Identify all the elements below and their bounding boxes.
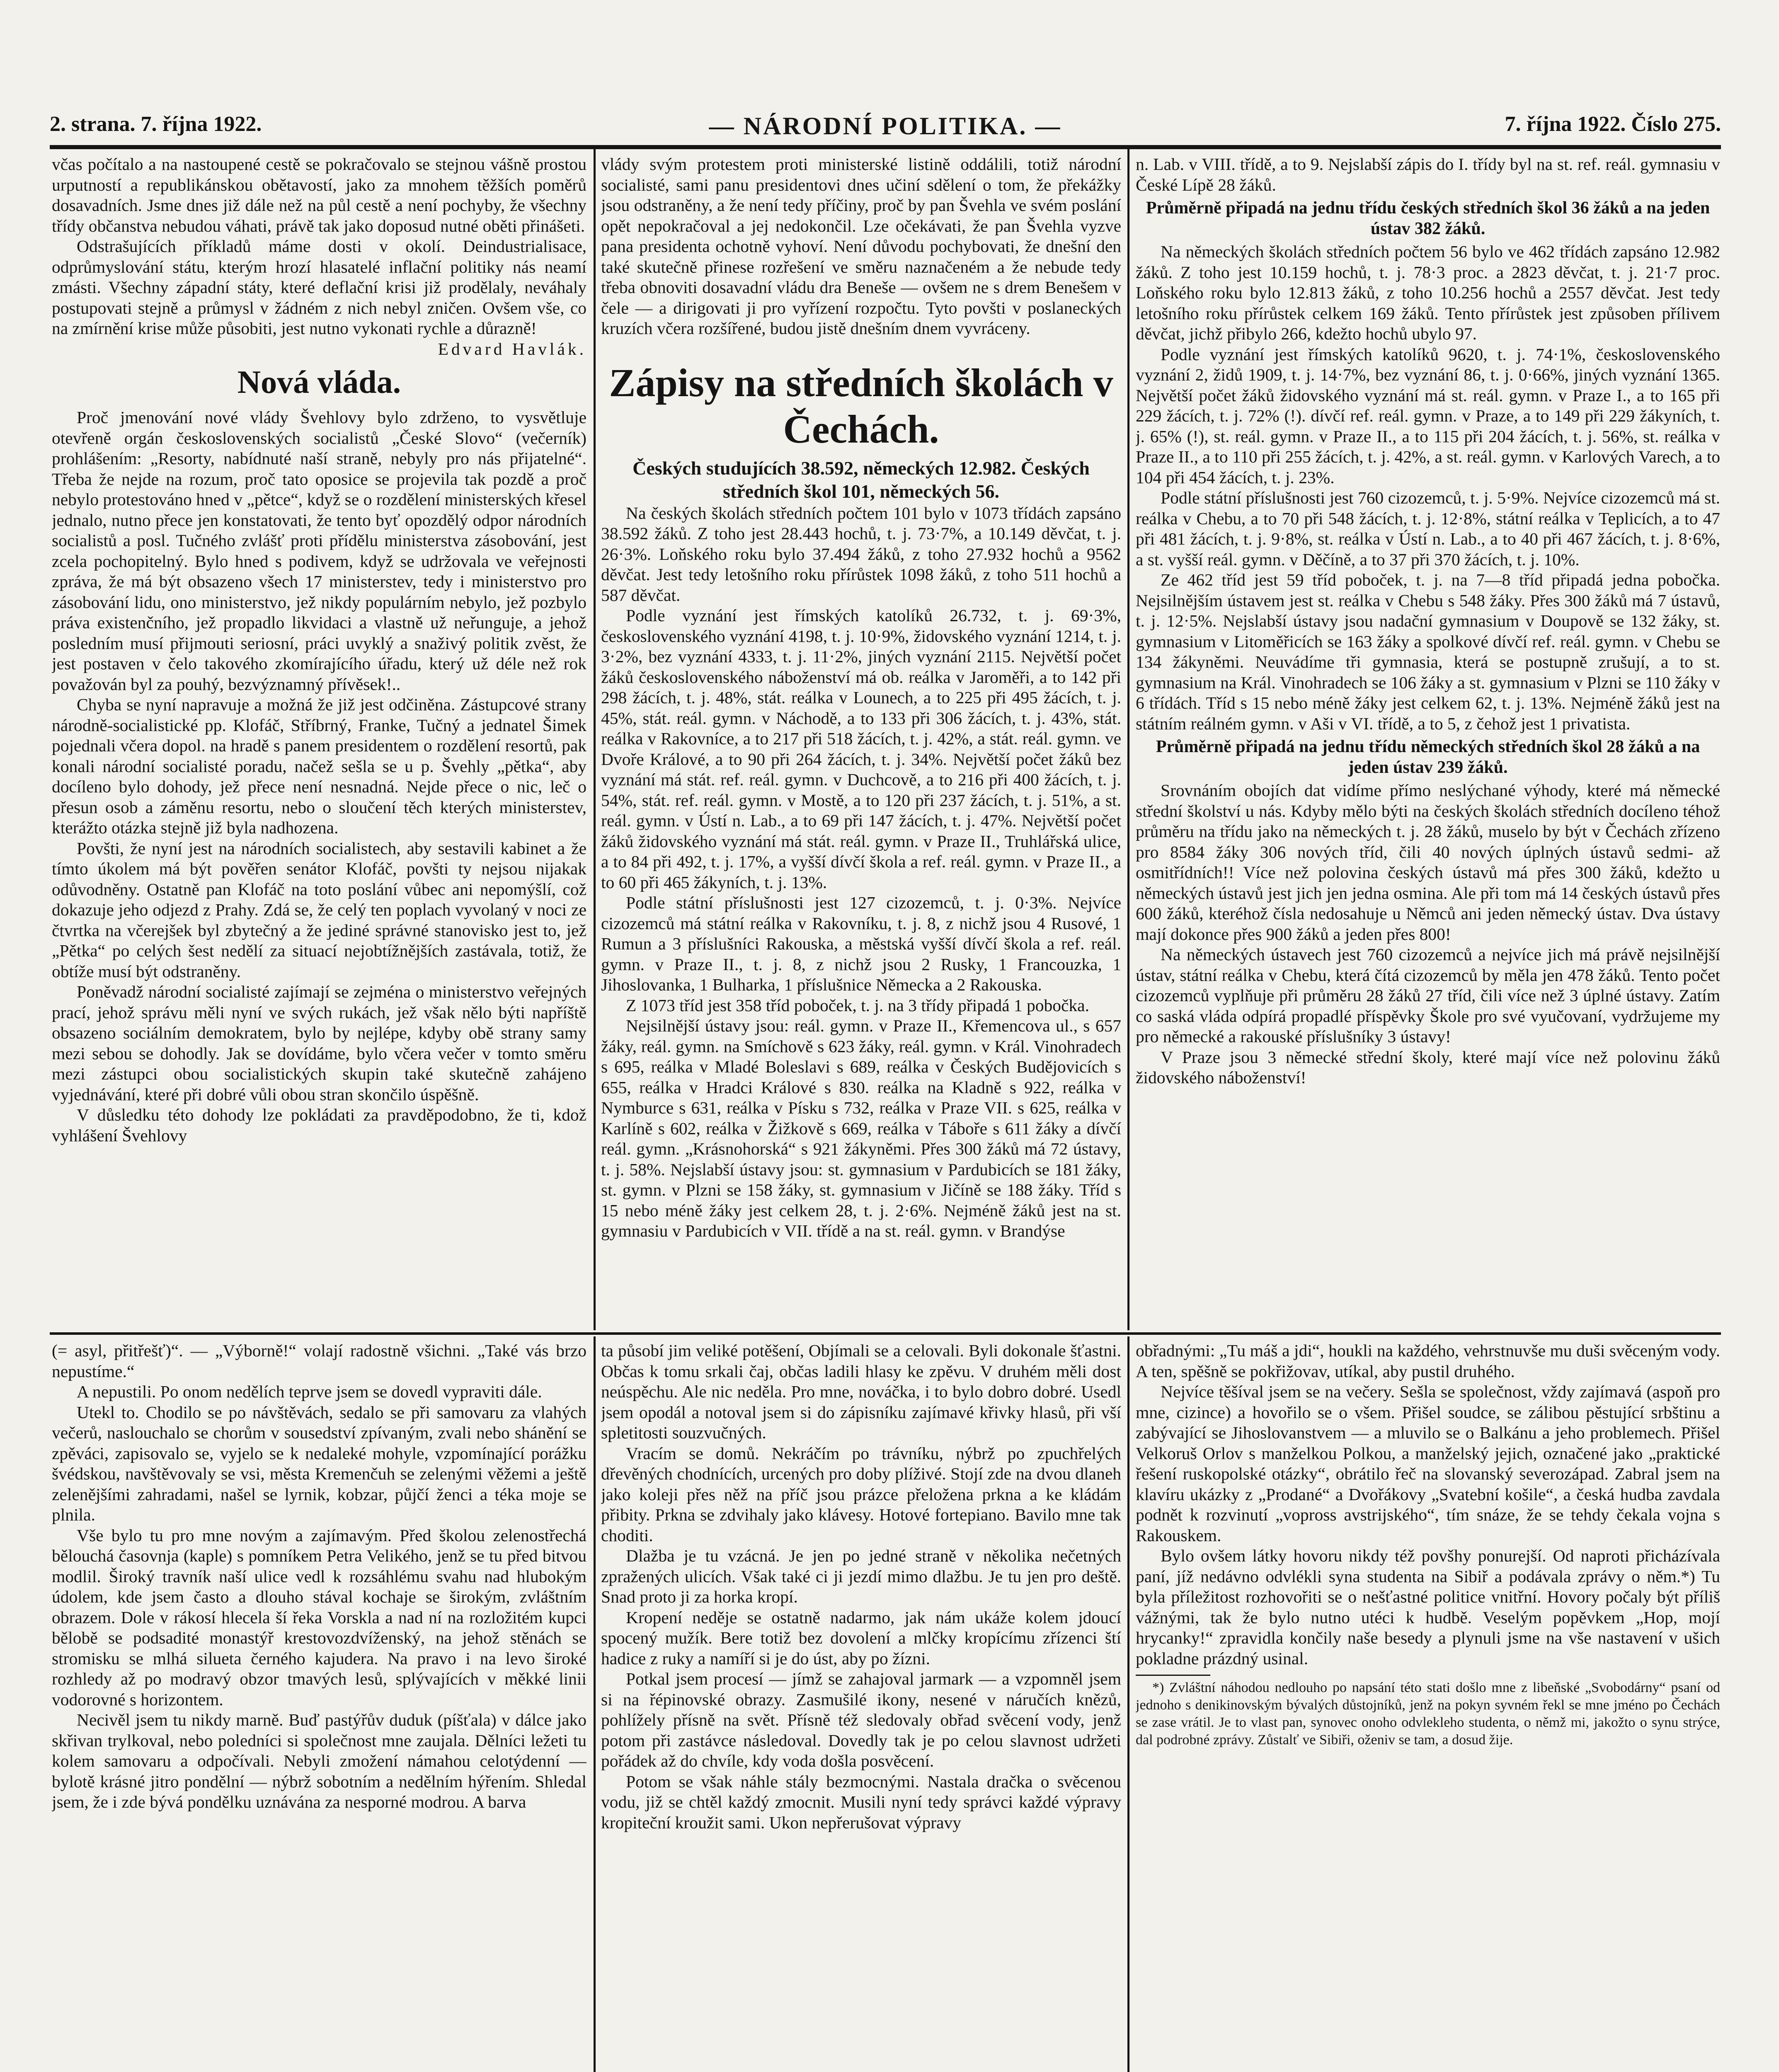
paragraph: Srovnáním obojích dat vidíme přímo neslýchané výhody, které má německé střední školství u nás. Kdyby mělo býti na českých školách středních docíleno téhož průměru na třídu jako na německých t. j. 28 žáků, muselo by být v Čechách zřízeno pro 8584 žáky 306 nových tříd, čili 40 nových úplných ústavů sedmi- až osmitřídních!! Více než polovina českých ústavů má přes 300 žáků, kdežto u německých ústavů jest jich jen jedna osmina. Ale při tom má 14 českých ústavů přes 600 žáků, kteréhož čísla nedosahuje u Němců ani jeden německý ústav. Dva ústavy mají dokonce přes 900 žáků a jeden přes 800! xyxy=(1136,781,1720,944)
paragraph: Na německých školách středních počtem 56 bylo ve 462 třídách zapsáno 12.982 žáků. Z toho jest 10.159 hochů, t. j. 78·3 proc. a 2823 děvčat, t. j. 21·7 proc. Loňského roku bylo 12.813 žáků, z toho 10.256 hochů a 2557 děvčat. Jest tedy letošního roku přírůstek celkem 169 žáků. Tento přírůstek jest způsoben přílivem děvčat, jichž přibylo 266, kdežto hochů ubylo 97. xyxy=(1136,242,1720,343)
paragraph: vlády svým protestem proti ministerské listině oddálili, totiž národní socialisté, sami panu presidentovi dnes učiní sdělení o tom, že překážky jsou odstraněny, a že není tedy příčiny, proč by pan Švehla ve svém poslání opět nepokračoval a jej nedokončil. Lze očekávati, že pan Švehla vyzve pana presidenta ochotně vyhoví. Není důvodu pochybovati, že dnešní den také skutečně přinese rozřešení ve směru naznačeném a že nebude tedy třeba obnoviti dosavadní vládu dra Beneše — ovšem ne s drem Benešem v čele — a dirigovati ji pro vyřízení rozpočtu. Tyto povšti v poslaneckých kruzích včera rozšířené, budou jistě dnešním dnem vyvráceny. xyxy=(601,155,1121,338)
article-heading: Nová vláda. xyxy=(237,364,401,400)
paragraph: Dlažba je tu vzácná. Je jen po jedné straně v několika nečetných zpražených ulicích. Však také ci ji jezdí mimo dlažbu. Je tu jen pro deště. Snad proto ji za horka kropí. xyxy=(601,1546,1121,1606)
paragraph: Bylo ovšem látky hovoru nikdy též povšhy ponurejší. Od naproti přicházívala paní, jíž nedávno odvlékli syna studenta na Sibiř a podávala zprávy o něm.*) Tu byla příležitost rozhovořiti se o nešťastné politice vnitřní. Hovory počaly být příliš vážnými, tak že bylo nutno utéci k hudbě. Veselým popěvkem „Hop, mojí hrycanky!“ zpravidla končily naše besedy a plynuli jsme na vše nastavení v ušich pokladne prázdný usinal. xyxy=(1136,1546,1720,1668)
paragraph: V důsledku této dohody lze pokládati za pravděpodobno, že ti, kdož vyhlášení Švehlovy xyxy=(52,1105,587,1145)
paragraph: Podle státní příslušnosti jest 127 cizozemců, t. j. 0·3%. Nejvíce cizozemců má státní reálka v Rakovníku, t. j. 8, z nichž jsou 4 Rusové, 1 Rumun a 3 příslušníci Rakouska, a městská vyšší dívčí škola a ref. reál. gymn. v Praze II., t. j. 8, z nichž jsou 2 Rusky, 1 Francouzka, 1 Jihoslovanka, 1 Bulharka, 1 příslušnice Německa a 2 Rakouska. xyxy=(601,893,1121,994)
article-heading: Zápisy na středních školách v Čechách. xyxy=(609,360,1113,451)
header-right: 7. října 1922. Číslo 275. xyxy=(1505,112,1721,136)
paragraph: Ze 462 tříd jest 59 tříd poboček, t. j. na 7—8 tříd připadá jedna pobočka. Nejsilnějším ústavem jest st. reálka v Chebu s 548 žáky. Přes 300 žáků má 7 ústavů, t. j. 12·5%. Nejslabší ústavy jsou nadační gymnasium v Doupově se 132 žáky, st. gymnasium v Litoměřicích se 163 žáky a spolkové dívčí ref. reál. gymn. v Chebu se 134 žákyněmi. Neuvádíme tři gymnasia, která se postupně zrušují, a to st. gymnasium na Král. Vinohradech se 106 žáky a st. gymnasium v Plzni se 110 žáky v 6 třídách. Tříd s 15 nebo méně žáky jest celkem 62, t. j. 13%. Nejméně žáků jest na státním reálném gymn. v Aši v VI. třídě, a to 5, z čehož jest 1 privatista. xyxy=(1136,570,1720,733)
paragraph: A nepustili. Po onom nedělích teprve jsem se dovedl vypraviti dále. xyxy=(77,1382,542,1401)
paragraph: Povšti, že nyní jest na národních socialistech, aby sestavili kabinet a že tímto úkolem má být pověřen senátor Klofáč, povšti ty nejsou nijakak odůvodněny. Ostatně pan Klofáč na toto poslání vůbec ani nepomýšlí, což dokazuje jeho odjezd z Prahy. Zdá se, že celý ten poplach vyvolaný v noci ze čtvrtka na včerejšek byl zbytečný a že jediné správné stanovisko jest to, jež „Pětka“ po celých šest nedělí za situací nejobtížnějších zastávala, totiž, že obtíže musí být odstraněny. xyxy=(52,838,587,981)
column-2 xyxy=(601,154,1121,1329)
footnote xyxy=(1136,1679,1720,1749)
feuilleton-column-2 xyxy=(601,1341,1121,2072)
column-rule xyxy=(1127,149,1129,1330)
masthead-title: — NÁRODNÍ POLITIKA. — xyxy=(709,112,1062,140)
footnote-rule xyxy=(1136,1675,1210,1676)
column-1 xyxy=(52,154,587,1329)
paragraph: Poněvadž národní socialisté zajímají se zejména o ministerstvo veřejných prací, jehož správu měli nyní ve svých rukách, jež však nělo býti napříště obsazeno sociálním demokratem, bylo by nejlépe, kdyby obě strany samy mezi sebou se dohodly. Jak se dovídáme, bylo včera večer v tomto směru mezi zástupci obou socialistických skupin také skutečně zahájeno vyjednávání, které při dobré vůli obou stran skončilo úspěšně. xyxy=(52,982,587,1104)
paragraph: včas počítalo a na nastoupené cestě se pokračovalo se stejnou vášně prostou urputností a republikánskou obětavostí, jako za mnohem těžších poměrů dosavadních. Jsme dnes již dále než na půl cestě a není pochyby, že všechny třídy občanstva nebudou váhati, právě tak jako doposud nutné oběti přinášeti. xyxy=(52,155,587,235)
feuilleton-rule xyxy=(50,1332,1721,1335)
paragraph: Potkal jsem procesí — jímž se zahajoval jarmark — a vzpomněl jsem si na řépinovské obrazy. Zasmušilé ikony, nesené v náručích knězů, pohlížely přísně na svět. Přísně též sledovaly obřad svěcení vody, jenž potom při zastávce následoval. Dovedly tak je po celou slavnost udržeti pořádek až do chvíle, kdy voda došla posvěcení. xyxy=(601,1669,1121,1770)
paragraph: n. Lab. v VIII. třídě, a to 9. Nejslabší zápis do I. třídy byl na st. ref. reál. gymnasiu v České Lípě 28 žáků. xyxy=(1136,155,1720,194)
column-rule xyxy=(1127,1336,1129,2072)
column-rule xyxy=(594,149,596,1330)
feuilleton-column-1 xyxy=(52,1341,587,2072)
paragraph: Vše bylo tu pro mne novým a zajímavým. Před školou zelenostřechá bělouchá časovnja (kaple) s pomníkem Petra Velikého, jenž se tu před bitvou modlil. Široký travník naší ulice vedl k rozsáhlému svahu nad hlubokým údolem, kde jsem často a dlouho stával kochaje se širokým, zvláštním obrazem. Dole v rákosí hlecela ší řeka Vorskla a nad ní na rozložitém kupci bělobě se podsadité monastýř krestovozdvíženský, na jehož stěnách se stromisku se mlhá silueta černého kajudera. Na pravo i na levo široké rozhledy až po modravý obzor tmavých lesů, splývajících v měkké linii vodorovné s horizontem. xyxy=(52,1525,587,1709)
paragraph: Nejvíce těšíval jsem se na večery. Sešla se společnost, vždy zajímavá (aspoň pro mne, cizince) a hovořilo se o všem. Přišel soudce, se zálibou pěstující srbštinu a zabývající se Jihoslovanstvem — a mluvilo se o Balkánu a jeho problemech. Přišel Velkoruš Orlov s manželkou Polkou, a manželský jejich, označené jako „praktické řešení ruskopolské otázky“, obrátilo řeč na slovanský severozápad. Zabral jsem na klavíru ukázky z „Prodané“ a Dvořákovy „Svatební košile“, a česká hudba zavdala podnět k rozvinutí „vopross avstrijského“, tím snáze, že se tehdy čekala vojna s Rakouskem. xyxy=(1136,1382,1720,1545)
paragraph: Podle vyznání jest římských katolíků 9620, t. j. 74·1%, československého vyznání 2, židů 1909, t. j. 14·7%, bez vyznání 86, t. j. 0·66%, jiných vyznání 1365. Největší počet žáků židovského vyznání má st. reál. gymn. v Praze I., a to 165 při 229 žácích, t. j. 72% (!). dívčí ref. reál. gymn. v Praze, a to 149 při 229 žákyních, t. j. 65% (!), st. reál. gymn. v Praze II., a to 115 při 204 žácích, t. j. 56%, st. reálka v Praze II., a to 110 při 255 žácích, t. j. 42%, a st. reál. gymn. v Karlových Varech, a to 104 při 454 žácích, t. j. 23%. xyxy=(1136,344,1720,487)
summary-line: Průměrně připadá na jednu třídu českých středních škol 36 žáků a na jeden ústav 382 žáků. xyxy=(1146,198,1710,238)
column-rule xyxy=(594,1336,596,2072)
paragraph: Podle vyznání jest římských katolíků 26.732, t. j. 69·3%, československého vyznání 4198, t. j. 10·9%, židovského vyznání 1214, t. j. 3·2%, bez vyznání 4333, t. j. 11·2%, jiných vyznání 2115. Největší počet žáků československého náboženství má ob. reálka v Jaroměři, a to 142 při 298 žácích, t. j. 48%, stát. reálka v Lounech, a to 225 při 495 žácích, t. j. 45%, stát. reál. gymn. v Náchodě, a to 133 při 306 žácích, t. j. 43%, stát. reálka v Rakovníce, a to 217 při 518 žácích, t. j. 42%, a stát. reál. gymn. ve Dvoře Králové, a to 90 při 264 žácích, t. j. 34%. Největší počet žáků bez vyznání má stát. ref. reál. gymn. v Duchcově, a to 216 při 400 žácích, t. j. 54%, stát. ref. reál. gymn. v Mostě, a to 120 při 237 žácích, t. j. 51%, a st. reál. gymn. v Ústí n. Lab., a to 69 při 147 žácích, t. j. 47%. Největší počet žáků židovského vyznání má stát. reál. gymn. v Praze II., Truhlářská ulice, a to 84 při 492, t. j. 17%, a vyšší dívčí škola a ref. reál. gymn. v Praze II., a to 60 při 465 žákyních, t. j. 13%. xyxy=(601,606,1121,892)
paragraph: ta působí jim veliké potěšení, Objímali se a celovali. Byli dokonale šťastni. Občas k tomu srkali čaj, občas ladili hlasy ke zpěvu. V druhém měli dost neúspěchu. Ale nic neděla. Pro mne, nováčka, i to bylo dobro dobré. Usedl jsem opodál a notoval jsem si do zápisníku zajímavé křivky hlasů, při vší spletitosti souzvučných. xyxy=(601,1341,1121,1442)
footnote-text: *) Zvláštní náhodou nedlouho po napsání této stati došlo mne z libeňské „Svobodárny“ psaní od jednoho s denikinovským bývalých důstojníků, jenž na pokyn syvném řekl se mne jméno po Čechách se zase vrátil. Je to vlast pan, synovec onoho odvlekleho studenta, o němž mi, jakožto o synu strýce, dal podrobné zprávy. Zůstalť ve Sibiři, oženiv se tam, a dosud žije. xyxy=(1136,1680,1720,1748)
paragraph: Potom se však náhle stály bezmocnými. Nastala dračka o svěcenou vodu, již se chtěl každý zmocnit. Musili nyní tedy správci každé výpravy kropiteční kroužit sami. Ukon nepřerušovat výpravy xyxy=(601,1772,1121,1832)
summary-line: Průměrně připadá na jednu třídu německých středních škol 28 žáků a na jeden ústav 239 žáků. xyxy=(1156,737,1700,777)
paragraph: Proč jmenování nové vlády Švehlovy bylo zdrženo, to vysvětluje otevřeně orgán československých socialistů „České Slovo“ (večerník) prohlášením: „Resorty, nabídnuté naší straně, nebyly pro nás přijatelné“. Třeba že nejde na rozum, proč tato oposice se projevila tak pozdě a proč nebylo protestováno hned v „pětce“, když se o rozdělení ministerských křesel jednalo, nutno přece jen konstatovati, že tento byť opozdělý odpor národních socialistů a posl. Tučného zvlášť proti přídělu ministerstva zásobování, jest zcela pochopitelný. Bylo hned s podivem, když se udržovala ve veřejnosti zpráva, že má být obsazeno všech 17 ministerstev, tedy i ministerstvo pro zásobování lidu, ono ministerstvo, jež nikdy populárním nebylo, jež pozbylo práva existenčního, jež propadlo likvidaci a vlastně už neřunguje, a jehož posledním musí přijmouti seriosní, práci uvyklý a snaživý politik zvěst, že jest postaven v čelo takového zkomírajícího úřadu, který už déle než rok považován byl za pouhý, bezvýznamný přívěsek!.. xyxy=(52,408,587,694)
paragraph: Chyba se nyní napravuje a možná že již jest odčiněna. Zástupcové strany národně-socialistické pp. Klofáč, Stříbrný, Franke, Tučný a jednatel Šimek pojednali včera dopol. na hradě s panem presidentem o rozdělení resortů, pak konali národní socialisté poradu, načež sešla se u p. Švehly „pětka“, aby docíleno bylo dohody, jež přece není nesnadná. Nejde přece o nic, leč o přesun osob a záměnu resortu, nebo o sloučení těch kterých ministerstev, kterážto otázka stejně již byla nadhozena. xyxy=(52,695,587,837)
paragraph: Vracím se domů. Nekráčím po trávníku, nýbrž po zpuchřelých dřevěných chodnících, urcených pro doby plíživé. Stojí zde na dvou dlaneh jako koleji přes něž na příč jsou prázce přeložena prkna a ke kládám přibity. Prkna se zdvihaly jako klávesy. Hotové fortepiano. Bavilo mne tak choditi. xyxy=(601,1443,1121,1545)
article-subheading: Českých studujících 38.592, německých 12.982. Českých středních škol 101, německých 56. xyxy=(633,457,1090,502)
paragraph: Z 1073 tříd jest 358 tříd poboček, t. j. na 3 třídy připadá 1 pobočka. xyxy=(626,995,1089,1015)
paragraph: Utekl to. Chodilo se po návštěvách, sedalo se při samovaru za vlahých večerů, naslouchalo se chorům v sousedství zpívaným, zvali nebo shánění se zpěváci, zapisovalo se, vyjelo se k nedaleké mohyle, vzpomínající porážku švédskou, navštěvovaly se vsi, města Kremenčuh se zelenými věžemi a ještě zelenějšími zahradami, našel se lyrnik, kobzar, půjčí ženci a téka moje se plnila. xyxy=(52,1402,587,1524)
paragraph: Podle státní příslušnosti jest 760 cizozemců, t. j. 5·9%. Nejvíce cizozemců má st. reálka v Chebu, a to 70 při 548 žácích, t. j. 12·8%, státní reálka v Teplicích, a to 47 při 481 žácích, t. j. 9·8%, st. reálka v Ústí n. Lab., a to 40 při 467 žácích, t. j. 8·6%, a st. vyšší reál. gymn. v Děčíně, a to 37 při 370 žácích, t. j. 10%. xyxy=(1136,488,1720,569)
paragraph: Kropení neděje se ostatně nadarmo, jak nám ukáže kolem jdoucí spocený mužík. Bere totiž bez dovolení a mlčky kropícímu zřízenci ští hadice z ruky a namíří si je do úst, aby po žízni. xyxy=(601,1607,1121,1668)
paragraph: Necivěl jsem tu nikdy marně. Buď pastýřův duduk (píšťala) v dálce jako skřivan trylkoval, nebo poledníci si společnost mne zaujala. Dělníci ležeti tu kolem samovaru a odpočívali. Nebyli zmožení námahou celotýdenní — bylotě krásné jitro pondělní — nýbrž sobotním a nedělním hýřením. Shledal jsem, že i zde bývá pondělku uznávána za nesporné modrou. A barva xyxy=(52,1710,587,1811)
paragraph: Odstrašujících příkladů máme dosti v okolí. Deindustrialisace, odprůmyslování státu, kterým hrozí hlasatelé inflační politiky nás neamí zmásti. Všechny západní státy, které deflační krisi již prodělaly, neváhaly postupovati stejně a průmysl v žádném z nich nebyl zničen. Ovšem vše, co na zmírnění krise může působiti, jest nutno vykonati rychle a důrazně! xyxy=(52,237,587,338)
header-left: 2. strana. 7. října 1922. xyxy=(50,112,262,136)
paragraph: Na českých školách středních počtem 101 bylo v 1073 třídách zapsáno 38.592 žáků. Z toho jest 28.443 hochů, t. j. 73·7%, a 10.149 děvčat, t. j. 26·3%. Loňského roku bylo 37.494 žáků, z toho 27.932 hochů a 9562 děvčat. Jest tedy letošního roku přírůstek 1098 žáků, z toho 511 hochů a 587 děvčat. xyxy=(601,503,1121,605)
page-header xyxy=(50,112,1721,149)
author-signature: Edvard Havlák. xyxy=(438,339,587,358)
column-3 xyxy=(1136,154,1720,1329)
feuilleton-column-3 xyxy=(1136,1341,1720,2072)
paragraph: (= asyl, přitřešť)“. — „Výborně!“ volají radostně všichni. „Také vás brzo nepustíme.“ xyxy=(52,1341,587,1381)
paragraph: V Praze jsou 3 německé střední školy, které mají více než polovinu žáků židovského náboženství! xyxy=(1136,1047,1720,1087)
paragraph: Nejsilnější ústavy jsou: reál. gymn. v Praze II., Křemencova ul., s 657 žáky, reál. gymn. na Smíchově s 623 žáky, reál. gymn. v Král. Vinohradech s 695, reálka v Mladé Boleslavi s 689, reálka v Českých Budějovicích s 655, reálka v Hradci Králové s 830. reálka na Kladně s 922, reálka v Nymburce s 631, reálka v Písku s 732, reálka v Praze VII. s 625, reálka v Karlíně s 602, reálka v Žižkově s 669, reálka v Táboře s 611 žáky a dívčí reál. gymn. „Krásnohorská“ s 921 žákyněmi. Přes 300 žáků má 72 ústavy, t. j. 58%. Nejslabší ústavy jsou: st. gymnasium v Pardubicích se 181 žáky, st. gymn. v Plzni se 158 žáky, st. gymnasium v Jičíně se 188 žáky. Tříd s 15 nebo méně žáky jest celkem 28, t. j. 2·6%. Nejméně žáků jest na st. gymnasiu v Pardubicích v VII. třídě a na st. reál. gymn. v Brandýse xyxy=(601,1016,1121,1240)
paragraph: Na německých ústavech jest 760 cizozemců a nejvíce jich má právě nejsilnější ústav, státní reálka v Chebu, která čítá cizozemců by měla jen 478 žáků. Tento počet cizozemců vyplňuje při průměru 28 žáků 27 tříd, čili více než 3 úplné ústavy. Zatím co saská vláda odpírá propadlé příspěvky Škole pro své vyučovaní, vydržujeme my pro německé a rakouské příslušníky 3 ústavy! xyxy=(1136,945,1720,1046)
paragraph: obřadnými: „Tu máš a jdi“, houkli na každého, vehrstnuvše mu duši svěceným vody. A ten, spěšně se pokřižovav, utíkal, aby pustil druhého. xyxy=(1136,1341,1720,1381)
